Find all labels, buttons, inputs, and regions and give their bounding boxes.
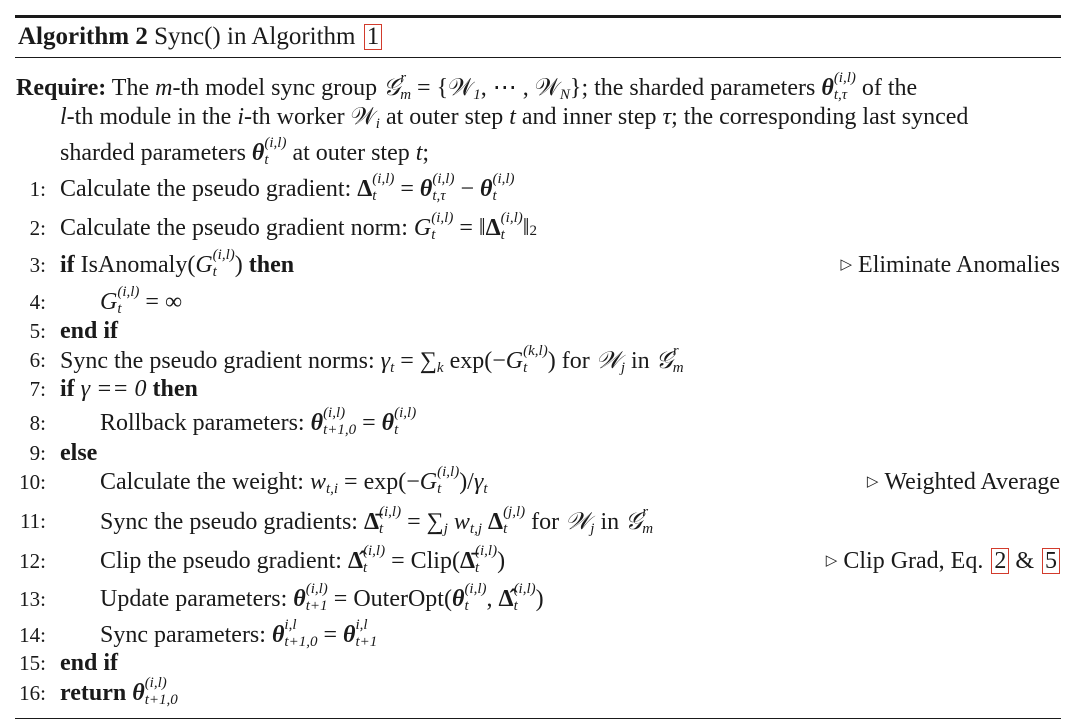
step-13: Update parameters: θ (i,l) t+1 = OuterOpt(θ (i,l) t , Δ̂ (i,l) t ): [100, 581, 544, 615]
line-number: 4:: [29, 290, 46, 314]
line-number: 9:: [29, 441, 46, 465]
comment-clip-grad: ▷ Clip Grad, Eq. 2 & 5: [826, 546, 1060, 579]
step-6: Sync the pseudo gradient norms: γ t = ∑ k exp(−G (k,l) t ) for 𝒲 j in 𝒢 r m: [60, 343, 684, 377]
equation-ref-link[interactable]: 5: [1042, 548, 1060, 574]
line-number: 15:: [19, 651, 46, 675]
line-number: 5:: [29, 319, 46, 343]
line-number: 13:: [19, 587, 46, 611]
line-number: 7:: [29, 377, 46, 401]
step-11: Sync the pseudo gradients: Δ̄ (i,l) t = ∑ j w t,j Δ (j,l) t for 𝒲 j in 𝒢 r m: [100, 504, 654, 538]
line-number: 6:: [29, 348, 46, 372]
comment-weighted-average: ▷ Weighted Average: [866, 469, 1060, 495]
line-number: 8:: [29, 411, 46, 435]
step-1: Calculate the pseudo gradient: Δ (i,l) t = θ (i,l) t,τ − θ (i,l) t: [60, 171, 515, 205]
equation-ref-link[interactable]: 2: [991, 548, 1009, 574]
top-rule: [15, 15, 1061, 18]
triangle-right-icon: ▷: [825, 553, 838, 569]
line-number: 2:: [29, 216, 46, 240]
step-15: end if: [60, 650, 119, 676]
step-2: Calculate the pseudo gradient norm: G (i,l) t = ‖Δ (i,l) t ‖2: [60, 210, 537, 244]
step-16: return θ (i,l) t+1,0: [60, 675, 178, 709]
algorithm-ref-link[interactable]: 1: [364, 24, 383, 50]
comment-eliminate-anomalies: ▷ Eliminate Anomalies: [840, 252, 1060, 278]
triangle-right-icon: ▷: [866, 474, 879, 490]
triangle-right-icon: ▷: [840, 257, 853, 273]
line-number: 16:: [19, 681, 46, 705]
require-line-1: Require: The m-th model sync group 𝒢 r m = {𝒲 1 , ⋯ , 𝒲 N }; the sharded parameters θ (i,l) t,τ of the: [16, 70, 918, 104]
line-number: 11:: [19, 509, 46, 533]
step-4: G (i,l) t = ∞: [100, 284, 183, 318]
line-number: 1:: [29, 177, 46, 201]
algorithm-caption: [18, 20, 382, 54]
step-7: if γ == 0 then: [60, 376, 198, 402]
bottom-rule: [15, 718, 1061, 719]
step-5: end if: [60, 318, 119, 344]
line-number: 3:: [29, 253, 46, 277]
line-number: 12:: [19, 549, 46, 573]
step-9: else: [60, 440, 98, 466]
step-3: if IsAnomaly(G (i,l) t ) then: [60, 247, 295, 281]
step-8: Rollback parameters: θ (i,l) t+1,0 = θ (i,l) t: [100, 405, 417, 439]
line-number: 14:: [19, 623, 46, 647]
line-number: 10:: [19, 470, 46, 494]
step-14: Sync parameters: θ i,l t+1,0 = θ i,l t+1: [100, 617, 378, 651]
require-keyword: Require:: [16, 75, 107, 101]
require-line-2: l-th module in the i-th worker 𝒲 i at outer step t and inner step τ; the corresponding last synced: [60, 104, 969, 133]
require-line-3: sharded parameters θ (i,l) t at outer step t;: [60, 135, 430, 169]
step-10: Calculate the weight: w t,i = exp(−G (i,l) t )/γ t: [100, 464, 488, 498]
mid-rule: [15, 57, 1061, 58]
step-12: Clip the pseudo gradient: Δ̂ (i,l) t = Clip(Δ̄ (i,l) t ): [100, 543, 506, 577]
algorithm-title: Sync() in Algorithm: [154, 23, 356, 50]
algorithm-label: Algorithm 2: [18, 23, 148, 50]
